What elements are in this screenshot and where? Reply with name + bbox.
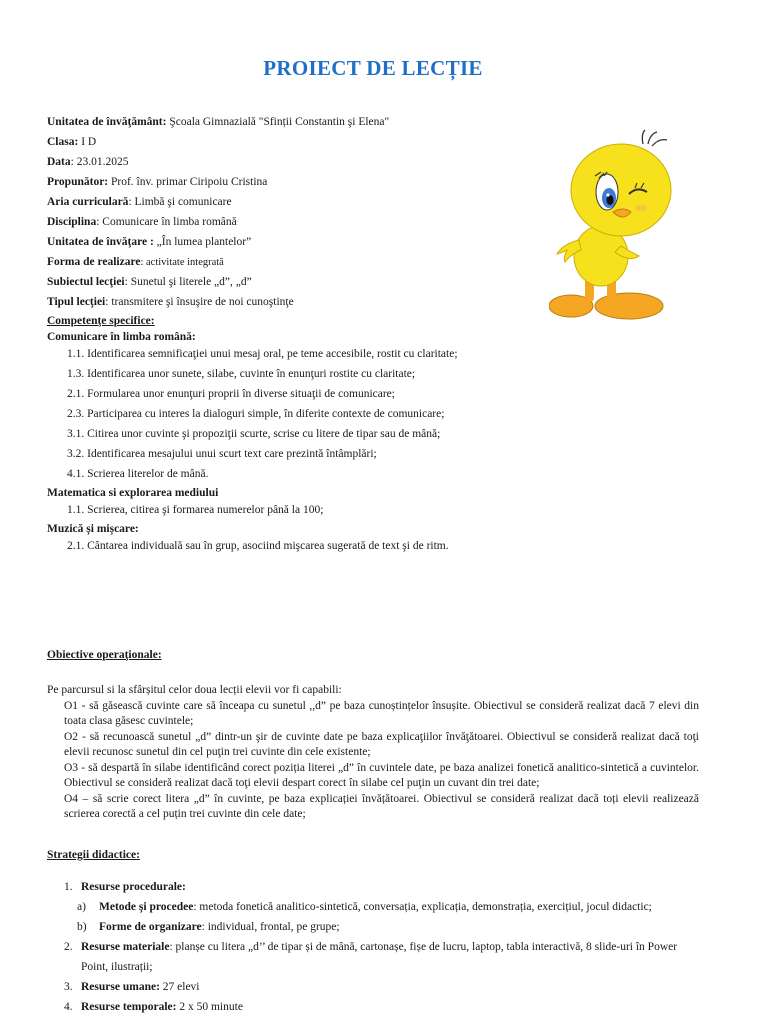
info-value: : Sunetul şi literele „d”, „d” <box>124 276 252 288</box>
info-row-form <box>47 254 547 274</box>
info-value: : Limbă şi comunicare <box>128 196 232 208</box>
info-value: : transmitere şi însuşire de noi cunoştinţe <box>105 296 294 308</box>
competence-group-title: Comunicare în limba română: <box>47 331 196 343</box>
objectives-section <box>47 649 699 823</box>
strategy-label: Resurse umane: <box>81 981 160 993</box>
list-letter: b) <box>77 921 87 933</box>
info-label: Aria curriculară <box>47 196 129 208</box>
strategy-value: 27 elevi <box>159 981 200 993</box>
strategy-value: : individual, frontal, pe grupe; <box>201 921 340 933</box>
info-row-discipline <box>47 214 547 234</box>
competence-item: 3.2. Identificarea mesajului unui scurt text care prezintă întâmplări; <box>67 448 377 460</box>
info-label: Disciplina <box>47 216 97 228</box>
lesson-info <box>47 114 547 314</box>
info-row-date <box>47 154 547 174</box>
competence-item: 3.1. Citirea unor cuvinte şi propoziţii scurte, scrise cu litere de tipar sau de mână; <box>67 428 441 440</box>
info-row-curricular-area <box>47 194 547 214</box>
competence-item: 4.1. Scrierea literelor de mână. <box>67 468 209 480</box>
strategy-item <box>47 977 699 997</box>
competence-item: 1.3. Identificarea unor sunete, silabe, cuvinte în enunţuri rostite cu claritate; <box>67 368 416 380</box>
objectives-intro: Pe parcursul si la sfârșitul celor doua lecții elevii vor fi capabili: <box>47 684 342 696</box>
strategy-label: Resurse materiale <box>81 941 170 953</box>
info-value: „În lumea plantelor” <box>153 236 252 248</box>
info-label: Unitatea de învăţare : <box>47 236 154 248</box>
strategy-value: : planșe cu litera „d’’ de tipar și de mână, cartonașe, fișe de lucru, laptop, tabla interactivă, 8 slide-uri în Power Point, ilustrații; <box>81 941 678 973</box>
info-value: : activitate integrată <box>140 257 224 268</box>
list-number: 1. <box>64 881 73 893</box>
info-label: Tipul lecţiei <box>47 296 106 308</box>
competences-heading: Competenţe specifice: <box>47 315 155 327</box>
info-label: Unitatea de învăţământ: <box>47 116 167 128</box>
info-value: Prof. înv. primar Ciripoiu Cristina <box>108 176 268 188</box>
objective-item: O2 - să recunoască sunetul „d” dintr-un şir de cuvinte date pe baza explicaţiilor învăţătoarei. Obiectivul se consideră realizat dacă toţi elevii recunosc sunetul din cel puţin trei cuvinte din cele existente; <box>64 730 699 758</box>
info-row-class <box>47 134 547 154</box>
objective-item: O3 - să despartă în silabe identificând corect poziția literei „d” în cuvintele date, pe baza analizei fonetică analitico-sintetică a cuvintelor. Obiectivul se consideră realizat dacă toţi elevii despart corect în silabe cel puţin un cuvant din trei date; <box>64 761 699 789</box>
info-row-teacher <box>47 174 547 194</box>
objectives-heading: Obiective operaţionale: <box>47 649 162 661</box>
strategy-subitem <box>47 897 699 917</box>
info-row-school <box>47 114 547 134</box>
strategies-section <box>47 849 699 1017</box>
info-value: : 23.01.2025 <box>70 156 129 168</box>
info-label: Subiectul lecţiei <box>47 276 125 288</box>
info-row-lesson-type <box>47 294 547 314</box>
strategy-subitem <box>47 917 699 937</box>
strategy-label: Forme de organizare <box>99 921 202 933</box>
strategy-item <box>47 937 699 977</box>
competence-group-title: Matematica si explorarea mediului <box>47 487 219 499</box>
info-value: Şcoala Gimnazială "Sfinții Constantin şi Elena" <box>166 116 390 128</box>
strategy-item <box>47 877 699 897</box>
strategy-label: Metode şi procedee <box>99 901 194 913</box>
objective-item: O4 – să scrie corect litera „d” în cuvinte, pe baza explicației învățătoarei. Obiectivul se consideră realizat dacă toți elevii realizează scrierea corectă a cel puțin trei cuvinte din cele date; <box>64 792 699 820</box>
info-row-subject <box>47 274 547 294</box>
info-value: I D <box>78 136 97 148</box>
info-row-learning-unit <box>47 234 547 254</box>
competences-section <box>47 314 699 557</box>
list-number: 4. <box>64 1001 73 1013</box>
competence-group-title: Muzică și mișcare: <box>47 523 139 535</box>
strategy-label: Resurse procedurale: <box>81 881 186 893</box>
list-number: 3. <box>64 981 73 993</box>
info-label: Forma de realizare <box>47 256 141 268</box>
cartoon-bird-illustration <box>549 128 681 320</box>
strategies-heading: Strategii didactice: <box>47 849 140 861</box>
strategy-label: Resurse temporale: <box>81 1001 177 1013</box>
info-label: Data <box>47 156 71 168</box>
objective-item: O1 - să găsească cuvinte care să înceapa cu sunetul ,,d” pe baza cunoștințelor însușite. Obiectivul se consideră realizat dacă 7 elevi din toata clasa găsesc cuvintele; <box>64 699 699 727</box>
info-value: : Comunicare în limba română <box>96 216 237 228</box>
competence-item: 2.1. Formularea unor enunţuri proprii în diverse situaţii de comunicare; <box>67 388 395 400</box>
strategy-item <box>47 997 699 1017</box>
competence-item: 2.3. Participarea cu interes la dialoguri simple, în diferite contexte de comunicare; <box>67 408 445 420</box>
competence-item: 1.1. Scrierea, citirea şi formarea numerelor până la 100; <box>67 504 324 516</box>
strategy-value: 2 x 50 minute <box>176 1001 243 1013</box>
list-number: 2. <box>64 941 73 953</box>
page-title: PROIECT DE LECȚIE <box>263 56 483 80</box>
info-label: Propunător: <box>47 176 109 188</box>
competence-item: 2.1. Cântarea individuală sau în grup, asociind mişcarea sugerată de text şi de ritm. <box>67 540 449 552</box>
strategy-value: : metoda fonetică analitico-sintetică, conversația, explicația, demonstrația, exercițiul, jocul didactic; <box>193 901 652 913</box>
competence-item: 1.1. Identificarea semnificaţiei unui mesaj oral, pe teme accesibile, rostit cu claritate; <box>67 348 458 360</box>
info-label: Clasa: <box>47 136 79 148</box>
list-letter: a) <box>77 901 86 913</box>
strategies-list <box>47 877 699 1017</box>
